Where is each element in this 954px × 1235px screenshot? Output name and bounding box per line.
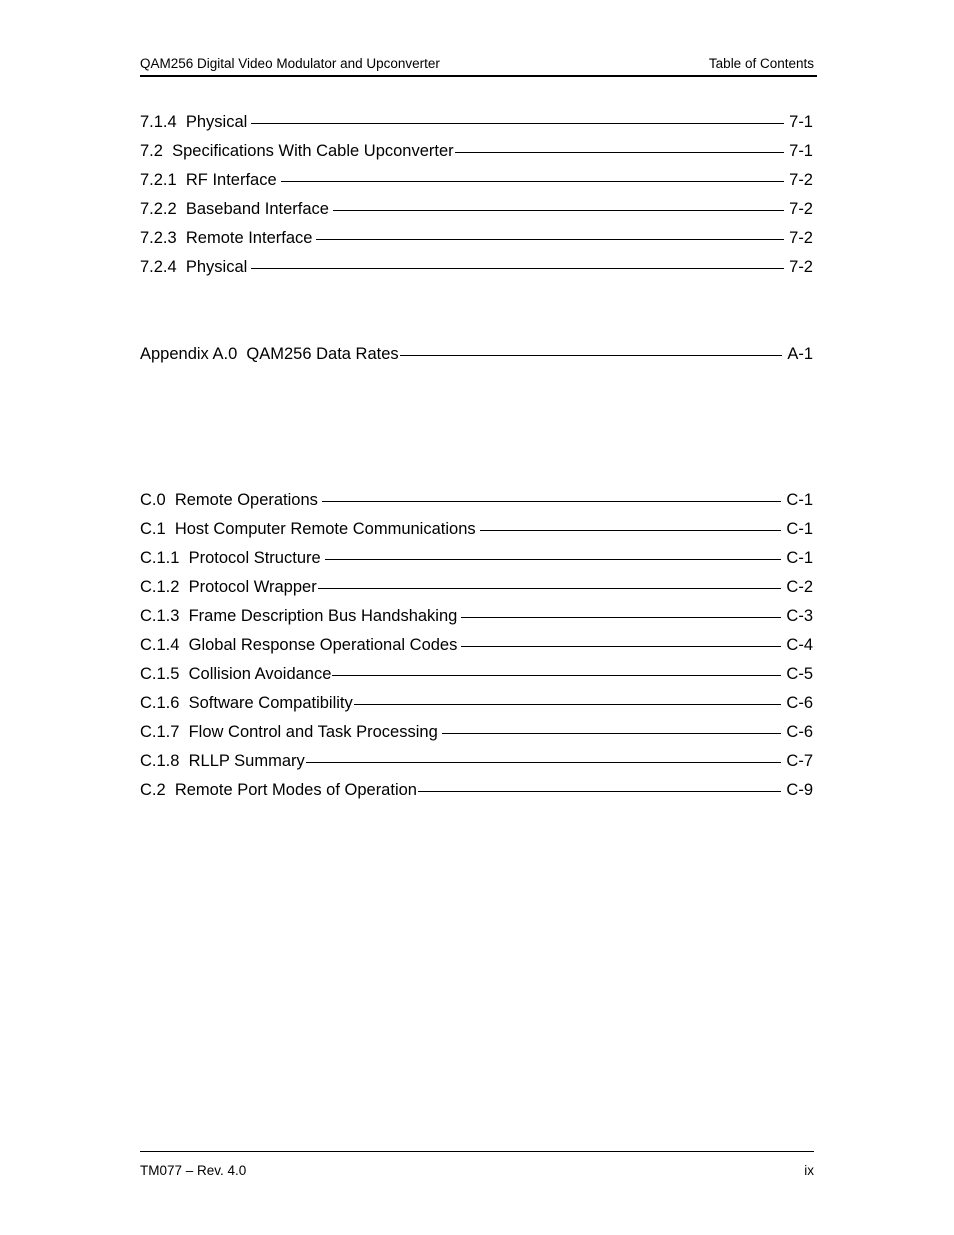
toc-entry-leader [325, 559, 782, 560]
toc-entry-title: C.1.7 Flow Control and Task Processing [140, 723, 438, 741]
toc-entry[interactable] [140, 112, 813, 141]
toc-group-appendix-a [140, 344, 813, 373]
toc-entry-title: 7.1.4 Physical [140, 113, 248, 131]
footer-page-number: ix [804, 1163, 814, 1178]
toc-entry-leader [332, 675, 781, 676]
toc-entry-page: C-4 [786, 636, 813, 654]
toc-entry-title: C.1.5 Collision Avoidance [140, 665, 332, 683]
header-document-title: QAM256 Digital Video Modulator and Upconverter [140, 56, 440, 71]
toc-entry-page: C-3 [786, 607, 813, 625]
toc-entry-leader [442, 733, 782, 734]
toc-entry-title: 7.2 Specifications With Cable Upconverter [140, 142, 454, 160]
toc-entry-title: Appendix A.0 QAM256 Data Rates [140, 345, 399, 363]
toc-entry-title: C.1.1 Protocol Structure [140, 549, 321, 567]
toc-entry[interactable] [140, 606, 813, 635]
toc-entry-leader [318, 588, 782, 589]
toc-entry-page: 7-2 [789, 258, 813, 276]
toc-entry[interactable] [140, 751, 813, 780]
toc-entry[interactable] [140, 577, 813, 606]
toc-entry-leader [281, 181, 784, 182]
toc-entry-page: C-1 [786, 549, 813, 567]
toc-entry-leader [251, 123, 784, 124]
toc-entry-leader [461, 617, 781, 618]
toc-entry-title: 7.2.4 Physical [140, 258, 248, 276]
toc-entry-leader [251, 268, 784, 269]
toc-entry-page: 7-2 [789, 200, 813, 218]
toc-entry-leader [333, 210, 784, 211]
toc-entry-page: C-1 [786, 491, 813, 509]
footer-document-revision: TM077 – Rev. 4.0 [140, 1163, 247, 1178]
toc-entry-page: C-6 [786, 694, 813, 712]
toc-entry-page: C-1 [786, 520, 813, 538]
toc-entry-title: 7.2.2 Baseband Interface [140, 200, 329, 218]
toc-entry-title: C.1.4 Global Response Operational Codes [140, 636, 458, 654]
toc-entry[interactable] [140, 141, 813, 170]
toc-entry-title: 7.2.3 Remote Interface [140, 229, 313, 247]
toc-entry[interactable] [140, 693, 813, 722]
toc-entry[interactable] [140, 344, 813, 373]
toc-entry-title: C.2 Remote Port Modes of Operation [140, 781, 417, 799]
toc-entry-page: C-5 [786, 665, 813, 683]
toc-entry[interactable] [140, 170, 813, 199]
header-section-title: Table of Contents [708, 56, 814, 71]
toc-entry-page: C-6 [786, 723, 813, 741]
toc-group-chapter-7 [140, 112, 813, 286]
toc-entry[interactable] [140, 228, 813, 257]
toc-entry-leader [480, 530, 782, 531]
toc-entry[interactable] [140, 519, 813, 548]
toc-entry-leader [316, 239, 784, 240]
page-footer [140, 1151, 814, 1178]
toc-entry-title: C.1.2 Protocol Wrapper [140, 578, 317, 596]
toc-entry-title: C.0 Remote Operations [140, 491, 318, 509]
toc-entry-leader [306, 762, 782, 763]
toc-entry[interactable] [140, 664, 813, 693]
toc-entry-leader [455, 152, 784, 153]
toc-entry-leader [461, 646, 781, 647]
toc-entry-leader [418, 791, 781, 792]
toc-entry-page: A-1 [787, 345, 813, 363]
toc-group-appendix-c [140, 490, 813, 809]
toc-entry-title: C.1.3 Frame Description Bus Handshaking [140, 607, 458, 625]
toc-entry-page: C-7 [786, 752, 813, 770]
toc-entry-leader [322, 501, 781, 502]
toc-entry[interactable] [140, 490, 813, 519]
toc-entry-page: 7-2 [789, 171, 813, 189]
toc-entry-page: 7-1 [789, 113, 813, 131]
toc-entry-page: C-9 [786, 781, 813, 799]
page-header [140, 55, 817, 77]
toc-entry[interactable] [140, 257, 813, 286]
toc-entry-title: C.1 Host Computer Remote Communications [140, 520, 476, 538]
toc-entry-leader [354, 704, 782, 705]
toc-entry-page: 7-2 [789, 229, 813, 247]
toc-entry-title: 7.2.1 RF Interface [140, 171, 277, 189]
toc-entry[interactable] [140, 722, 813, 751]
toc-entry-leader [400, 355, 783, 356]
toc-entry[interactable] [140, 635, 813, 664]
toc-entry[interactable] [140, 548, 813, 577]
toc-entry-title: C.1.6 Software Compatibility [140, 694, 353, 712]
toc-entry[interactable] [140, 199, 813, 228]
toc-entry-title: C.1.8 RLLP Summary [140, 752, 305, 770]
toc-entry[interactable] [140, 780, 813, 809]
toc-entry-page: C-2 [786, 578, 813, 596]
toc-entry-page: 7-1 [789, 142, 813, 160]
